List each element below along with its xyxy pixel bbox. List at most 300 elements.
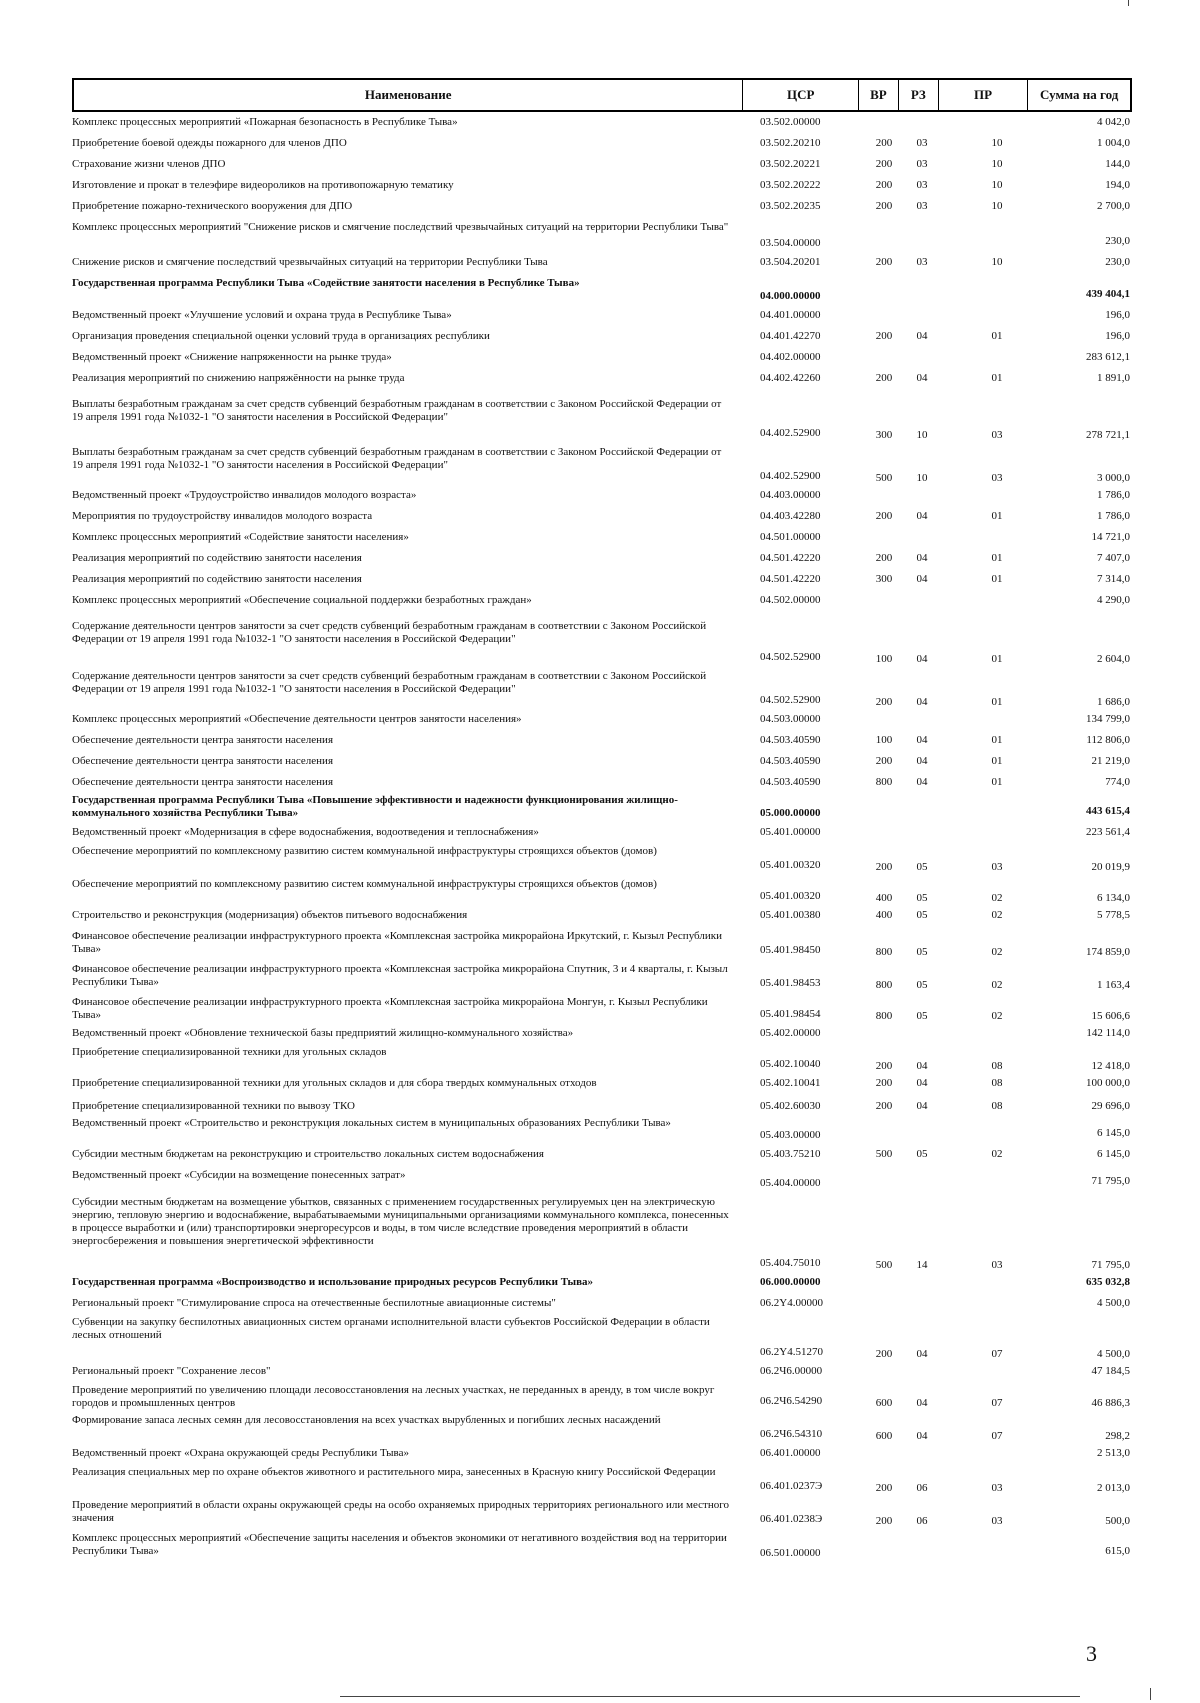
cell-rz: 04: [916, 510, 928, 522]
cell-sum: 7 407,0: [1097, 552, 1130, 564]
cell-csr: 04.401.42270: [760, 330, 821, 342]
table-row: [72, 1295, 1132, 1314]
cell-pr: 01: [991, 653, 1003, 665]
cell-sum: 194,0: [1105, 179, 1130, 191]
cell-pr: 07: [991, 1348, 1003, 1360]
table-row: [72, 961, 1132, 994]
cell-csr: 04.503.40590: [760, 755, 821, 767]
cell-csr: 05.401.00380: [760, 909, 821, 921]
cell-rz: 04: [916, 1060, 928, 1072]
cell-csr: 05.401.98454: [760, 1008, 821, 1020]
cell-name: Изготовление и прокат в телеэфире видеороликов на противопожарную тематику: [72, 179, 454, 191]
cell-csr: 04.501.42220: [760, 573, 821, 585]
cell-vr: 200: [875, 1100, 893, 1112]
cell-rz: 04: [916, 372, 928, 384]
cell-vr: 200: [875, 179, 893, 191]
cell-name: Приобретение специализированной техники для угольных складов и для сбора твердых коммунальных отходов: [72, 1077, 597, 1089]
table-row: [72, 370, 1132, 396]
cell-sum: 615,0: [1105, 1545, 1130, 1557]
table-row: [72, 792, 1132, 824]
cell-vr: 200: [875, 1515, 893, 1527]
cell-name: Обеспечение деятельности центра занятости населения: [72, 755, 334, 767]
cell-pr: 01: [991, 734, 1003, 746]
cell-csr: 04.402.42260: [760, 372, 821, 384]
cell-csr: 05.401.98450: [760, 944, 821, 956]
cell-sum: 2 513,0: [1097, 1447, 1130, 1459]
cell-name: Ведомственный проект «Улучшение условий и охрана труда в Республике Тыва»: [72, 309, 452, 321]
cell-csr: 06.501.00000: [760, 1547, 821, 1559]
cell-name: Приобретение боевой одежды пожарного для членов ДПО: [72, 137, 347, 149]
table-row: [72, 843, 1132, 876]
cell-name: Страхование жизни членов ДПО: [72, 158, 226, 170]
cell-csr: 03.504.20201: [760, 256, 821, 268]
cell-csr: 06.2Y4.51270: [760, 1346, 823, 1358]
cell-name: Региональный проект "Сохранение лесов": [72, 1365, 271, 1377]
table-body: [72, 114, 1132, 1564]
cell-name: Государственная программа Республики Тыва «Содействие занятости населения в Республике Тыва»: [72, 277, 580, 289]
cell-name: Субсидии местным бюджетам на возмещение убытков, связанных с применением государственных регулируемых цен на электрическую энергию, тепловую энергию и водоснабжение, вырабатываемыми муниципальными организациями коммунального комплекса, понесенных в процессе выработки и (или) транспортировки энергоресурсов и воды, в том числе вследствие проведения мероприятий в области энергосбережения и повышения энергетической эффективности: [72, 1196, 729, 1247]
cell-rz: 04: [916, 755, 928, 767]
cell-csr: 05.401.98453: [760, 977, 821, 989]
table-row: [72, 1115, 1132, 1146]
cell-vr: 800: [875, 1010, 893, 1022]
cell-pr: 08: [991, 1060, 1003, 1072]
cell-vr: 400: [875, 909, 893, 921]
cell-name: Мероприятия по трудоустройству инвалидов молодого возраста: [72, 510, 373, 522]
cell-name: Финансовое обеспечение реализации инфраструктурного проекта «Комплексная застройка микрорайона Спутник, 3 и 4 кварталы, г. Кызыл Республики Тыва»: [72, 963, 728, 988]
cell-pr: 03: [991, 1515, 1003, 1527]
cell-csr: 04.502.52900: [760, 651, 821, 663]
cell-csr: 06.401.00000: [760, 1447, 821, 1459]
cell-pr: 02: [991, 1148, 1003, 1160]
cell-vr: 200: [875, 200, 893, 212]
table-row: [72, 156, 1132, 177]
cell-vr: 500: [875, 472, 893, 484]
cell-csr: 04.402.00000: [760, 351, 821, 363]
cell-pr: 02: [991, 909, 1003, 921]
cell-sum: 2 013,0: [1097, 1482, 1130, 1494]
cell-csr: 03.502.20210: [760, 137, 821, 149]
cell-name: Государственная программа «Воспроизводство и использование природных ресурсов Республики Тыва»: [72, 1276, 594, 1288]
cell-sum: 1 786,0: [1097, 489, 1130, 501]
table-row: [72, 328, 1132, 349]
cell-csr: 05.401.00320: [760, 890, 821, 902]
cell-pr: 10: [991, 158, 1003, 170]
table-row: [72, 618, 1132, 668]
cell-sum: 298,2: [1105, 1430, 1130, 1442]
cell-vr: 400: [875, 892, 893, 904]
cell-sum: 7 314,0: [1097, 573, 1130, 585]
cell-csr: 03.502.20222: [760, 179, 821, 191]
cell-name: Финансовое обеспечение реализации инфраструктурного проекта «Комплексная застройка микрорайона Монгун, г. Кызыл Республики Тыва»: [72, 996, 708, 1021]
cell-sum: 439 404,1: [1086, 288, 1130, 300]
cell-rz: 04: [916, 776, 928, 788]
cell-pr: 10: [991, 256, 1003, 268]
cell-name: Ведомственный проект «Снижение напряженности на рынке труда»: [72, 351, 392, 363]
cell-csr: 04.401.00000: [760, 309, 821, 321]
cell-name: Комплекс процессных мероприятий "Снижение рисков и смягчение последствий чрезвычайных ситуаций на территории Республики Тыва": [72, 221, 729, 233]
cell-csr: 05.402.10040: [760, 1058, 821, 1070]
cell-sum: 71 795,0: [1091, 1259, 1130, 1271]
cell-sum: 6 145,0: [1097, 1148, 1130, 1160]
scan-edge-bottom: [340, 1696, 1080, 1697]
cell-rz: 04: [916, 734, 928, 746]
cell-name: Приобретение специализированной техники по вывозу ТКО: [72, 1100, 355, 1112]
cell-vr: 300: [875, 429, 893, 441]
cell-vr: 200: [875, 1348, 893, 1360]
cell-sum: 142 114,0: [1086, 1027, 1130, 1039]
header-sum: Сумма на год: [1040, 87, 1119, 102]
cell-name: Выплаты безработным гражданам за счет средств субвенций безработным гражданам в соответствии с Законом Российской Федерации от 19 апреля 1991 года №1032-1 "О занятости населения в Российской Федерации": [72, 446, 722, 471]
table-row: [72, 396, 1132, 444]
cell-name: Комплекс процессных мероприятий «Обеспечение деятельности центров занятости населения»: [72, 713, 522, 725]
cell-sum: 278 721,1: [1086, 429, 1130, 441]
cell-vr: 500: [875, 1148, 893, 1160]
table-row: [72, 1530, 1132, 1564]
cell-name: Обеспечение мероприятий по комплексному развитию систем коммунальной инфраструктуры строящихся объектов (домов): [72, 845, 657, 857]
cell-name: Приобретение специализированной техники для угольных складов: [72, 1046, 387, 1058]
cell-rz: 04: [916, 696, 928, 708]
cell-vr: 200: [875, 158, 893, 170]
cell-sum: 14 721,0: [1091, 531, 1130, 543]
cell-name: Ведомственный проект «Строительство и реконструкция локальных систем в муниципальных образованиях Республики Тыва»: [72, 1117, 671, 1129]
cell-csr: 05.404.75010: [760, 1257, 821, 1269]
cell-csr: 06.2Ч6.54290: [760, 1395, 823, 1407]
cell-sum: 6 145,0: [1097, 1127, 1130, 1139]
table-row: [72, 487, 1132, 508]
table-row: [72, 1194, 1132, 1274]
table-row: [72, 1412, 1132, 1445]
table-row: [72, 1274, 1132, 1295]
cell-rz: 05: [916, 979, 928, 991]
cell-rz: 03: [916, 137, 928, 149]
header-name: Наименование: [74, 80, 743, 110]
table-row: [72, 219, 1132, 254]
cell-vr: 500: [875, 1259, 893, 1271]
cell-rz: 05: [916, 892, 928, 904]
cell-name: Формирование запаса лесных семян для лесовосстановления на всех участках вырубленных и погибших лесных насаждений: [72, 1414, 661, 1426]
cell-rz: 10: [916, 429, 928, 441]
table-row: [72, 254, 1132, 275]
cell-rz: 05: [916, 861, 928, 873]
table-row: [72, 668, 1132, 711]
cell-name: Ведомственный проект «Охрана окружающей среды Республики Тыва»: [72, 1447, 409, 1459]
cell-name: Выплаты безработным гражданам за счет средств субвенций безработным гражданам в соответствии с Законом Российской Федерации от 19 апреля 1991 года №1032-1 "О занятости населения в Российской Федерации": [72, 398, 722, 423]
cell-pr: 01: [991, 372, 1003, 384]
table-row: [72, 994, 1132, 1025]
cell-vr: 100: [875, 653, 893, 665]
header-rz: РЗ: [899, 80, 939, 110]
cell-name: Государственная программа Республики Тыва «Повышение эффективности и надежности функционирования жилищно-коммунального хозяйства Республики Тыва»: [72, 794, 678, 819]
cell-pr: 10: [991, 200, 1003, 212]
cell-pr: 03: [991, 1259, 1003, 1271]
cell-vr: 200: [875, 755, 893, 767]
cell-name: Комплекс процессных мероприятий «Пожарная безопасность в Республике Тыва»: [72, 116, 458, 128]
cell-sum: 134 799,0: [1086, 713, 1130, 725]
cell-pr: 07: [991, 1397, 1003, 1409]
cell-pr: 10: [991, 179, 1003, 191]
cell-rz: 04: [916, 330, 928, 342]
cell-sum: 47 184,5: [1091, 1365, 1130, 1377]
cell-sum: 4 500,0: [1097, 1348, 1130, 1360]
cell-csr: 04.502.52900: [760, 694, 821, 706]
page-number: 3: [1086, 1641, 1097, 1666]
cell-vr: 800: [875, 946, 893, 958]
cell-pr: 07: [991, 1430, 1003, 1442]
cell-rz: 04: [916, 1077, 928, 1089]
cell-csr: 04.503.00000: [760, 713, 821, 725]
cell-csr: 04.403.42280: [760, 510, 821, 522]
cell-vr: 800: [875, 979, 893, 991]
table-row: [72, 508, 1132, 529]
cell-name: Реализация мероприятий по содействию занятости населения: [72, 573, 362, 585]
table-row: [72, 177, 1132, 198]
cell-sum: 2 604,0: [1097, 653, 1130, 665]
cell-sum: 774,0: [1105, 776, 1130, 788]
cell-name: Реализация специальных мер по охране объектов животного и растительного мира, занесенных в Красную книгу Российской Федерации: [72, 1466, 716, 1478]
cell-vr: 200: [875, 861, 893, 873]
cell-pr: 10: [991, 137, 1003, 149]
cell-vr: 800: [875, 776, 893, 788]
cell-rz: 14: [916, 1259, 928, 1271]
cell-csr: 05.402.10041: [760, 1077, 821, 1089]
cell-name: Ведомственный проект «Обновление технической базы предприятий жилищно-коммунального хозяйства»: [72, 1027, 574, 1039]
cell-csr: 04.402.52900: [760, 427, 821, 439]
table-row: [72, 1167, 1132, 1194]
table-row: [72, 1025, 1132, 1044]
cell-name: Реализация мероприятий по содействию занятости населения: [72, 552, 362, 564]
cell-sum: 1 004,0: [1097, 137, 1130, 149]
cell-name: Содержание деятельности центров занятости за счет средств субвенций безработным гражданам в соответствии с Законом Российской Федерации от 19 апреля 1991 года №1032-1 "О занятости населения в Российской Федерации": [72, 620, 707, 645]
cell-rz: 06: [916, 1482, 928, 1494]
cell-name: Обеспечение деятельности центра занятости населения: [72, 734, 334, 746]
cell-name: Комплекс процессных мероприятий «Обеспечение социальной поддержки безработных граждан»: [72, 594, 532, 606]
cell-csr: 05.401.00320: [760, 859, 821, 871]
cell-rz: 05: [916, 946, 928, 958]
table-row: [72, 711, 1132, 732]
cell-rz: 04: [916, 1348, 928, 1360]
cell-vr: 200: [875, 256, 893, 268]
table-row: [72, 1075, 1132, 1098]
table-row: [72, 444, 1132, 487]
cell-pr: 01: [991, 755, 1003, 767]
cell-vr: 300: [875, 573, 893, 585]
cell-sum: 283 612,1: [1086, 351, 1130, 363]
cell-vr: 600: [875, 1397, 893, 1409]
scan-edge-bottom-right: [1150, 1688, 1151, 1700]
table-row: [72, 907, 1132, 928]
table-row: [72, 349, 1132, 370]
cell-csr: 04.403.00000: [760, 489, 821, 501]
table-row: [72, 1314, 1132, 1363]
cell-rz: 05: [916, 1010, 928, 1022]
cell-name: Комплекс процессных мероприятий «Обеспечение защиты населения и объектов экономики от негативного воздействия вод на территории Республики Тыва»: [72, 1532, 727, 1557]
cell-rz: 05: [916, 1148, 928, 1160]
cell-csr: 06.2Ч6.54310: [760, 1428, 823, 1440]
cell-pr: 03: [991, 472, 1003, 484]
cell-name: Содержание деятельности центров занятости за счет средств субвенций безработным гражданам в соответствии с Законом Российской Федерации от 19 апреля 1991 года №1032-1 "О занятости населения в Российской Федерации": [72, 670, 707, 695]
cell-sum: 112 806,0: [1086, 734, 1130, 746]
cell-name: Региональный проект "Стимулирование спроса на отечественные беспилотные авиационные системы": [72, 1297, 556, 1309]
cell-csr: 05.401.00000: [760, 826, 821, 838]
cell-pr: 03: [991, 429, 1003, 441]
table-row: [72, 1445, 1132, 1464]
header-vr: ВР: [859, 80, 899, 110]
cell-sum: 46 886,3: [1091, 1397, 1130, 1409]
table-row: [72, 876, 1132, 907]
cell-sum: 1 686,0: [1097, 696, 1130, 708]
cell-name: Субсидии местным бюджетам на реконструкцию и строительство локальных систем водоснабжения: [72, 1148, 544, 1160]
cell-name: Ведомственный проект «Субсидии на возмещение понесенных затрат»: [72, 1169, 406, 1181]
cell-name: Строительство и реконструкция (модернизация) объектов питьевого водоснабжения: [72, 909, 468, 921]
cell-rz: 04: [916, 1100, 928, 1112]
cell-pr: 02: [991, 979, 1003, 991]
cell-sum: 21 219,0: [1091, 755, 1130, 767]
cell-csr: 03.502.20235: [760, 200, 821, 212]
cell-csr: 05.402.00000: [760, 1027, 821, 1039]
cell-sum: 12 418,0: [1091, 1060, 1130, 1072]
table-row: [72, 732, 1132, 753]
cell-csr: 06.401.0238Э: [760, 1513, 823, 1525]
cell-sum: 1 786,0: [1097, 510, 1130, 522]
cell-sum: 1 163,4: [1097, 979, 1130, 991]
cell-csr: 04.501.00000: [760, 531, 821, 543]
cell-sum: 3 000,0: [1097, 472, 1130, 484]
table-row: [72, 1363, 1132, 1382]
cell-pr: 03: [991, 861, 1003, 873]
cell-pr: 01: [991, 696, 1003, 708]
cell-name: Комплекс процессных мероприятий «Содействие занятости населения»: [72, 531, 409, 543]
table-row: [72, 550, 1132, 571]
cell-csr: 03.502.20221: [760, 158, 821, 170]
cell-name: Проведение мероприятий в области охраны окружающей среды на особо охраняемых природных территориях регионального или местного значения: [72, 1499, 729, 1524]
scan-edge-top: [1128, 0, 1129, 6]
cell-rz: 04: [916, 1397, 928, 1409]
cell-name: Проведение мероприятий по увеличению площади лесовосстановления на лесных участках, не переданных в аренду, в том числе вокруг городов и промышленных центров: [72, 1384, 715, 1409]
cell-vr: 200: [875, 372, 893, 384]
cell-csr: 06.000.00000: [760, 1276, 821, 1288]
cell-vr: 200: [875, 1060, 893, 1072]
cell-sum: 2 700,0: [1097, 200, 1130, 212]
table-row: [72, 1098, 1132, 1115]
cell-sum: 635 032,8: [1086, 1276, 1130, 1288]
table-row: [72, 135, 1132, 156]
cell-rz: 03: [916, 200, 928, 212]
cell-pr: 01: [991, 510, 1003, 522]
cell-sum: 500,0: [1105, 1515, 1130, 1527]
cell-sum: 223 561,4: [1086, 826, 1130, 838]
cell-pr: 02: [991, 892, 1003, 904]
cell-sum: 15 606,6: [1091, 1010, 1130, 1022]
cell-csr: 05.404.00000: [760, 1177, 821, 1189]
table-row: [72, 307, 1132, 328]
cell-name: Финансовое обеспечение реализации инфраструктурного проекта «Комплексная застройка микрорайона Иркутский, г. Кызыл Республики Тыва»: [72, 930, 722, 955]
cell-vr: 600: [875, 1430, 893, 1442]
cell-vr: 200: [875, 1077, 893, 1089]
cell-vr: 200: [875, 696, 893, 708]
table-header: [72, 78, 1132, 112]
cell-sum: 4 500,0: [1097, 1297, 1130, 1309]
cell-sum: 144,0: [1105, 158, 1130, 170]
cell-sum: 4 290,0: [1097, 594, 1130, 606]
cell-vr: 200: [875, 330, 893, 342]
cell-name: Обеспечение деятельности центра занятости населения: [72, 776, 334, 788]
table-row: [72, 275, 1132, 307]
cell-csr: 03.504.00000: [760, 237, 821, 249]
cell-csr: 04.000.00000: [760, 290, 821, 302]
table-row: [72, 1146, 1132, 1167]
cell-name: Снижение рисков и смягчение последствий чрезвычайных ситуаций на территории Республики Тыва: [72, 256, 548, 268]
cell-csr: 05.403.00000: [760, 1129, 821, 1141]
cell-name: Приобретение пожарно-технического вооружения для ДПО: [72, 200, 353, 212]
cell-csr: 04.502.00000: [760, 594, 821, 606]
cell-csr: 03.502.00000: [760, 116, 821, 128]
cell-vr: 100: [875, 734, 893, 746]
cell-pr: 02: [991, 1010, 1003, 1022]
cell-sum: 443 615,4: [1086, 805, 1130, 817]
table-row: [72, 1497, 1132, 1530]
cell-name: Организация проведения специальной оценки условий труда в организациях республики: [72, 330, 490, 342]
table-row: [72, 753, 1132, 774]
cell-csr: 05.403.75210: [760, 1148, 821, 1160]
cell-pr: 08: [991, 1100, 1003, 1112]
cell-csr: 06.2Y4.00000: [760, 1297, 823, 1309]
cell-vr: 200: [875, 552, 893, 564]
cell-sum: 230,0: [1105, 256, 1130, 268]
cell-csr: 05.402.60030: [760, 1100, 821, 1112]
cell-rz: 04: [916, 573, 928, 585]
header-csr: ЦСР: [743, 80, 859, 110]
cell-rz: 03: [916, 256, 928, 268]
cell-pr: 01: [991, 573, 1003, 585]
cell-name: Обеспечение мероприятий по комплексному развитию систем коммунальной инфраструктуры строящихся объектов (домов): [72, 878, 657, 890]
table-row: [72, 529, 1132, 550]
cell-sum: 4 042,0: [1097, 116, 1130, 128]
cell-sum: 20 019,9: [1091, 861, 1130, 873]
cell-csr: 04.402.52900: [760, 470, 821, 482]
cell-csr: 06.401.0237Э: [760, 1480, 823, 1492]
cell-name: Реализация мероприятий по снижению напряжённости на рынке труда: [72, 372, 405, 384]
cell-sum: 5 778,5: [1097, 909, 1130, 921]
table-row: [72, 824, 1132, 843]
cell-vr: 200: [875, 510, 893, 522]
cell-name: Ведомственный проект «Модернизация в сфере водоснабжения, водоотведения и теплоснабжения»: [72, 826, 539, 838]
cell-sum: 6 134,0: [1097, 892, 1130, 904]
cell-pr: 01: [991, 552, 1003, 564]
table-row: [72, 114, 1132, 135]
cell-csr: 04.503.40590: [760, 734, 821, 746]
cell-rz: 10: [916, 472, 928, 484]
table-row: [72, 198, 1132, 219]
cell-name: Ведомственный проект «Трудоустройство инвалидов молодого возраста»: [72, 489, 417, 501]
cell-rz: 03: [916, 179, 928, 191]
table-row: [72, 1382, 1132, 1412]
cell-pr: 08: [991, 1077, 1003, 1089]
cell-csr: 06.2Ч6.00000: [760, 1365, 823, 1377]
cell-pr: 01: [991, 330, 1003, 342]
table-row: [72, 1044, 1132, 1075]
cell-rz: 04: [916, 1430, 928, 1442]
cell-rz: 03: [916, 158, 928, 170]
cell-sum: 230,0: [1105, 235, 1130, 247]
cell-rz: 05: [916, 909, 928, 921]
cell-pr: 02: [991, 946, 1003, 958]
cell-pr: 03: [991, 1482, 1003, 1494]
cell-sum: 196,0: [1105, 309, 1130, 321]
cell-sum: 71 795,0: [1091, 1175, 1130, 1187]
cell-vr: 200: [875, 137, 893, 149]
table-row: [72, 1464, 1132, 1497]
